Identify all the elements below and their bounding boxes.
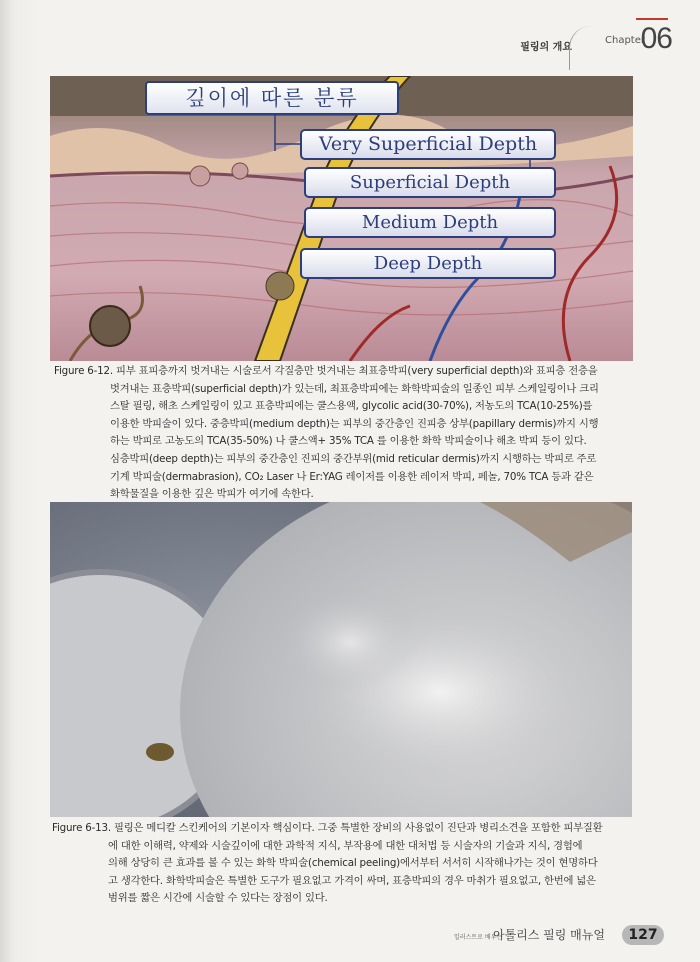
depth-label-very-superficial: Very Superficial Depth	[300, 129, 556, 160]
caption-line: 하는 박피로 고농도의 TCA(35-50%) 나 쿨스액+ 35% TCA 를 이용한 화학 박피술이나 해초 박피 등이 있다.	[110, 435, 587, 448]
figure-6-13-caption	[52, 820, 634, 908]
caption-line: 피부 표피층까지 벗겨내는 시술로서 각질층만 벗겨내는 최표층박피(very superficial depth)와 표피층 전층을	[116, 365, 598, 377]
depth-label-superficial: Superficial Depth	[304, 167, 556, 198]
depth-label-deep: Deep Depth	[300, 248, 556, 279]
caption-line: 고 생각한다. 화학박피술은 특별한 도구가 필요없고 가격이 싸며, 표층박피의 경우 마취가 필요없고, 한번에 넓은	[108, 874, 596, 887]
skin-depth-illustration	[50, 76, 633, 361]
chapter-label: Chapter	[605, 35, 645, 46]
page-header	[0, 18, 700, 58]
section-title: 필링의 개요	[520, 42, 572, 53]
depth-classification-title: 깊이에 따른 분류	[145, 81, 399, 115]
depth-label-medium: Medium Depth	[304, 207, 556, 238]
caption-line: 화학물질을 이용한 깊은 박피가 여기에 속한다.	[110, 488, 314, 501]
petri-dish-drawing	[50, 502, 632, 817]
caption-line: 스탈 필링, 해초 스케일링이 있고 표층박피에는 쿨스용액, glycolic acid(30-70%), 저농도의 TCA(10-25%)를	[110, 400, 593, 413]
caption-line: 기계 박피술(dermabrasion), CO₂ Laser 나 Er:YAG 레이저를 이용한 레이저 박피, 페놀, 70% TCA 등과 같은	[110, 470, 594, 483]
peeling-dish-photo	[50, 502, 632, 817]
figure-6-12-caption	[54, 363, 634, 504]
caption-line: 심층박피(deep depth)는 피부의 중간층인 진피의 중간부위(mid reticular dermis)까지 시행하는 박피로 주로	[110, 452, 597, 465]
figure-6-12-label: Figure 6-12.	[54, 365, 113, 377]
book-series-label: 일러스트로 배우는	[454, 934, 503, 941]
caption-line: 범위를 짧은 시간에 시술할 수 있다는 장점이 있다.	[108, 892, 328, 905]
caption-line: 벗겨내는 표층박피(superficial depth)가 있는데, 최표층박피에는 화학박피술의 일종인 피부 스케일링이나 크리	[110, 382, 599, 395]
chapter-accent-line	[636, 18, 668, 20]
book-title: 아톨리스 필링 매뉴얼	[493, 928, 605, 942]
figure-6-13-label: Figure 6-13.	[52, 822, 111, 834]
page-number: 127	[622, 925, 664, 945]
caption-line: 에 대한 이해력, 약제와 시술깊이에 대한 과학적 지식, 부작용에 대한 대처법 등 시술자의 기술과 지식, 경험에	[108, 839, 583, 852]
caption-line: 의해 상당히 큰 효과를 볼 수 있는 화학 박피술(chemical peeling)에서부터 서서히 시작해나가는 것이 현명하다	[108, 857, 598, 870]
caption-line: 필링은 메디칼 스킨케어의 기본이자 핵심이다. 그중 특별한 장비의 사용없이 진단과 병리소견을 포함한 피부질환	[114, 822, 603, 834]
chapter-number: 06	[640, 22, 672, 55]
caption-line: 이용한 박피술이 있다. 중층박피(medium depth)는 피부의 중간층인 진피층 상부(papillary dermis)까지 시행	[110, 417, 599, 430]
